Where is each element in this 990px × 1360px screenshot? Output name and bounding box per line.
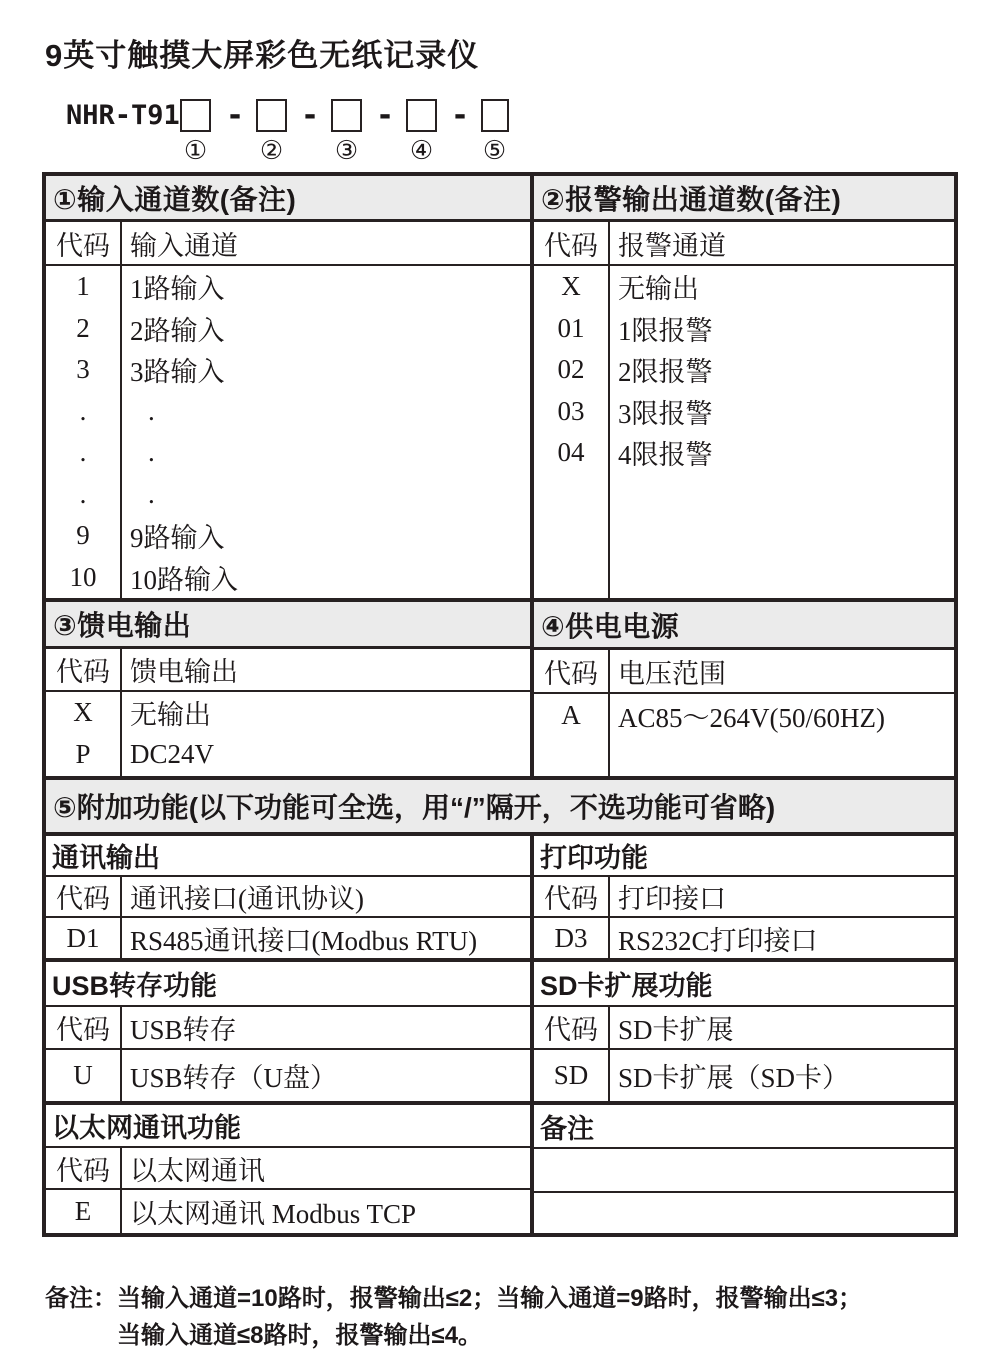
table-row — [46, 734, 530, 776]
value-cell-empty — [610, 474, 954, 599]
section-remark — [534, 1105, 954, 1233]
section-feed-output — [46, 602, 530, 776]
code-cell: D3 — [534, 918, 610, 958]
table-row — [46, 266, 530, 308]
section-comm-output — [46, 836, 530, 958]
value-cell: . — [148, 478, 155, 509]
col-value-header: 以太网通讯 — [130, 1155, 265, 1186]
value-cell: 2限报警 — [618, 357, 713, 388]
code-cell: . — [46, 391, 122, 433]
table-row — [46, 515, 530, 557]
code-cell: X — [534, 266, 610, 308]
slot-number-5: ⑤ — [482, 136, 507, 166]
section-alarm-channels — [534, 176, 954, 598]
table-row — [46, 1050, 530, 1101]
section-print-function — [534, 836, 954, 958]
model-code-box-3 — [331, 99, 362, 132]
code-cell: 04 — [534, 432, 610, 474]
code-cell: 1 — [46, 266, 122, 308]
value-cell: SD卡扩展（SD卡） — [618, 1062, 850, 1093]
slot-number-4: ④ — [409, 136, 434, 166]
code-cell: 10 — [46, 557, 122, 599]
section-header: ④供电电源 — [534, 602, 954, 650]
value-cell: 无输出 — [618, 274, 699, 305]
section-usb-transfer — [46, 962, 530, 1101]
value-cell-empty — [610, 737, 954, 776]
col-value-header: 馈电输出 — [130, 656, 238, 687]
code-cell: U — [46, 1050, 122, 1101]
section-header-addon: ⑤附加功能(以下功能可全选，用“/”隔开，不选功能可省略) — [46, 780, 954, 832]
subsection-header: 打印功能 — [534, 836, 954, 877]
value-cell: . — [148, 437, 155, 468]
ordering-table — [42, 172, 958, 1237]
section-header: ①输入通道数(备注) — [46, 176, 530, 222]
table-row-ellipsis — [46, 474, 530, 516]
table-row-ellipsis — [46, 391, 530, 433]
footer-label: 备注： — [45, 1285, 117, 1312]
model-code-box-4 — [406, 99, 437, 132]
table-row — [534, 918, 954, 958]
empty-cell — [534, 1193, 954, 1233]
column-header-row — [46, 222, 530, 266]
column-header-row — [46, 649, 530, 692]
code-cell: . — [46, 474, 122, 516]
col-value-header: 报警通道 — [618, 230, 726, 261]
block-ethernet-remark — [46, 1101, 954, 1233]
col-code-header: 代码 — [534, 222, 610, 264]
model-code-box-1 — [180, 99, 211, 132]
table-row — [534, 308, 954, 350]
table-row — [534, 266, 954, 308]
value-cell: . — [148, 395, 155, 426]
footer-line-2: 当输入通道≤8路时，报警输出≤4。 — [117, 1322, 483, 1349]
footer-notes — [45, 1280, 965, 1354]
value-cell: 3限报警 — [618, 398, 713, 429]
block-comm-print — [46, 832, 954, 958]
column-header-row — [46, 1007, 530, 1050]
model-code-box-2 — [256, 99, 287, 132]
page-title: 9英寸触摸大屏彩色无纸记录仪 — [45, 38, 480, 73]
model-dash: - — [226, 98, 245, 133]
col-value-header: USB转存 — [130, 1014, 237, 1045]
block-feed-power — [46, 598, 954, 776]
code-cell: . — [46, 432, 122, 474]
footer-text-1: 当输入通道=10路时，报警输出≤2；当输入通道=9路时，报警输出≤3； — [117, 1285, 863, 1312]
col-value-header: SD卡扩展 — [618, 1014, 734, 1045]
table-row — [46, 349, 530, 391]
section-sd-expansion — [534, 962, 954, 1101]
value-cell: 9路输入 — [130, 523, 225, 554]
table-row-ellipsis — [46, 432, 530, 474]
column-header-row — [46, 1148, 530, 1191]
section-header: ③馈电输出 — [46, 602, 530, 649]
col-code-header: 代码 — [534, 1007, 610, 1048]
model-dash: - — [376, 98, 395, 133]
code-cell-empty — [534, 737, 610, 776]
value-cell: 无输出 — [130, 700, 211, 731]
block-input-alarm — [46, 176, 954, 598]
col-code-header: 代码 — [46, 649, 122, 690]
table-row — [534, 694, 954, 737]
model-code-line — [0, 0, 990, 172]
subsection-header: 以太网通讯功能 — [46, 1105, 530, 1148]
value-cell: 2路输入 — [130, 315, 225, 346]
column-header-row — [46, 877, 530, 918]
filler-row — [534, 737, 954, 776]
subsection-header: SD卡扩展功能 — [534, 962, 954, 1007]
slot-number-3: ③ — [334, 136, 359, 166]
table-row — [46, 308, 530, 350]
table-row — [534, 432, 954, 474]
column-header-row — [534, 1007, 954, 1050]
footer-line-1 — [45, 1280, 965, 1317]
table-row — [534, 349, 954, 391]
col-value-header: 通讯接口(通讯协议) — [130, 884, 364, 914]
slot-number-2: ② — [259, 136, 284, 166]
subsection-header: USB转存功能 — [46, 962, 530, 1007]
code-cell: 9 — [46, 515, 122, 557]
col-code-header: 代码 — [46, 1148, 122, 1189]
value-cell: RS485通讯接口(Modbus RTU) — [130, 925, 478, 956]
model-code-box-5 — [481, 99, 509, 132]
code-cell: P — [46, 734, 122, 776]
section-header: ②报警输出通道数(备注) — [534, 176, 954, 222]
table-row — [46, 557, 530, 599]
code-cell: 2 — [46, 308, 122, 350]
value-cell: 以太网通讯 Modbus TCP — [130, 1199, 417, 1230]
col-code-header: 代码 — [46, 1007, 122, 1048]
value-cell: DC24V — [130, 739, 215, 770]
block-usb-sd — [46, 958, 954, 1101]
table-row — [46, 918, 530, 958]
model-dash: - — [451, 98, 470, 133]
subsection-header: 通讯输出 — [46, 836, 530, 877]
table-row — [534, 1050, 954, 1101]
code-cell: 03 — [534, 391, 610, 433]
value-cell: 1限报警 — [618, 315, 713, 346]
table-row — [46, 692, 530, 734]
filler-row — [534, 474, 954, 599]
col-code-header: 代码 — [46, 222, 122, 264]
col-value-header: 电压范围 — [618, 658, 726, 689]
value-cell: AC85～264V(50/60HZ) — [618, 703, 885, 733]
code-cell: SD — [534, 1050, 610, 1101]
col-value-header: 打印接口 — [618, 884, 726, 914]
code-cell: 02 — [534, 349, 610, 391]
table-row — [534, 391, 954, 433]
col-code-header: 代码 — [534, 650, 610, 692]
block-addon-header — [46, 776, 954, 832]
code-cell: 01 — [534, 308, 610, 350]
code-cell: 3 — [46, 349, 122, 391]
value-cell: 10路输入 — [130, 564, 238, 595]
code-cell: D1 — [46, 918, 122, 958]
table-row — [46, 1190, 530, 1233]
code-cell: E — [46, 1190, 122, 1233]
code-cell: X — [46, 692, 122, 734]
empty-cell — [534, 1149, 954, 1193]
value-cell: 3路输入 — [130, 357, 225, 388]
section-ethernet — [46, 1105, 530, 1233]
code-cell-empty — [534, 474, 610, 599]
value-cell: USB转存（U盘） — [130, 1062, 338, 1093]
column-header-row — [534, 877, 954, 918]
section-input-channels — [46, 176, 530, 598]
section-power-supply — [534, 602, 954, 776]
subsection-header: 备注 — [534, 1105, 954, 1149]
column-header-row — [534, 222, 954, 266]
col-code-header: 代码 — [46, 877, 122, 916]
col-value-header: 输入通道 — [130, 230, 238, 261]
value-cell: 4限报警 — [618, 440, 713, 471]
column-header-row — [534, 650, 954, 694]
model-dash: - — [301, 98, 320, 133]
value-cell: RS232C打印接口 — [618, 925, 818, 956]
col-code-header: 代码 — [534, 877, 610, 916]
value-cell: 1路输入 — [130, 274, 225, 305]
slot-number-1: ① — [183, 136, 208, 166]
code-cell: A — [534, 694, 610, 737]
model-prefix: NHR-T91 — [66, 100, 180, 131]
